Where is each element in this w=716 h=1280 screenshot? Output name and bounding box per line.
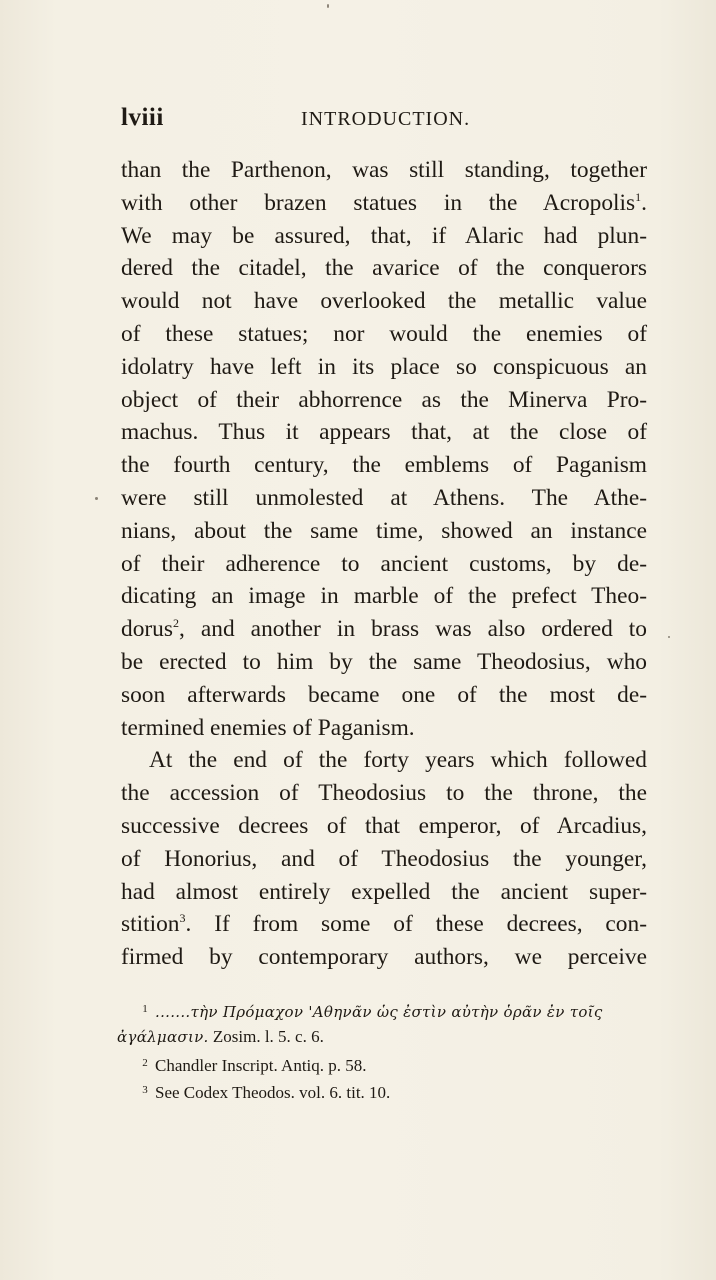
text-line: had almost entirely expelled the ancient super- — [121, 878, 647, 905]
text-line: object of their abhorrence as the Minerva Pro- — [121, 386, 647, 413]
text-line: would not have overlooked the metallic value — [121, 288, 647, 315]
text-line: soon afterwards became one of the most de- — [121, 681, 647, 708]
paper-speck — [668, 636, 670, 638]
footnote-mark: 2 — [142, 1057, 148, 1069]
footnotes — [117, 996, 652, 1104]
footnote-ref: 3 — [179, 911, 186, 926]
footnote-mark: 1 — [142, 1003, 148, 1015]
text-line: be erected to him by the same Theodosius, who — [121, 648, 647, 675]
text-line: nians, about the same time, showed an instance — [121, 517, 647, 544]
paper-speck — [95, 497, 98, 500]
body-text — [121, 154, 647, 974]
text-line: of Honorius, and of Theodosius the younger, — [121, 845, 647, 872]
text-line: the accession of Theodosius to the throne, the — [121, 780, 647, 807]
greek-quote: ἀγάλμασιν. — [117, 1028, 209, 1046]
text-line: dorus$^2$, and another in brass was also ordered to — [121, 616, 647, 643]
footnote-ref: 2 — [172, 616, 179, 631]
footnote: ἀγάλμασιν. Zosim. l. 5. c. 6. — [117, 1027, 324, 1046]
text-line: successive decrees of that emperor, of Arcadius, — [121, 812, 647, 839]
text-line: of these statues; nor would the enemies of — [121, 320, 647, 347]
footnote-mark: 3 — [142, 1084, 148, 1096]
greek-quote: .......τὴν Πρόμαχον 'Αθηνᾶν ὡς ἐστὶν αὐτὴν ὁρᾶν ἐν τοῖς — [155, 1003, 603, 1021]
text-line: dered the citadel, the avarice of the conquerors — [121, 255, 647, 282]
footnote: 3 See Codex Theodos. vol. 6. tit. 10. — [117, 1077, 652, 1104]
text-line: stition$^3$. If from some of these decrees, con- — [121, 911, 647, 938]
text-line: termined enemies of Paganism. — [121, 714, 415, 741]
text-line: We may be assured, that, if Alaric had plun- — [121, 222, 647, 249]
text-line: firmed by contemporary authors, we perceive — [121, 944, 647, 971]
page-number: lviii — [121, 104, 164, 131]
text-line: were still unmolested at Athens. The Athe- — [121, 484, 647, 511]
text-line: dicating an image in marble of the prefect Theo- — [121, 583, 647, 610]
page-header — [121, 104, 641, 136]
text-line: than the Parthenon, was still standing, together — [121, 157, 647, 183]
footnote — [117, 996, 652, 1023]
text-line: the fourth century, the emblems of Paganism — [121, 452, 647, 479]
text-line: idolatry have left in its place so conspicuous an — [121, 353, 647, 380]
text-line: with other brazen statues in the Acropolis$^1$. — [121, 189, 647, 216]
text-line: At the end of the forty years which followed — [149, 747, 647, 774]
text-line: machus. Thus it appears that, at the close of — [121, 419, 647, 446]
running-head: INTRODUCTION. — [301, 108, 471, 130]
paper-speck — [327, 4, 329, 8]
footnote: 2 Chandler Inscript. Antiq. p. 58. — [117, 1050, 652, 1077]
text-line: of their adherence to ancient customs, by de- — [121, 550, 647, 577]
footnote-ref: 1 — [635, 189, 642, 204]
